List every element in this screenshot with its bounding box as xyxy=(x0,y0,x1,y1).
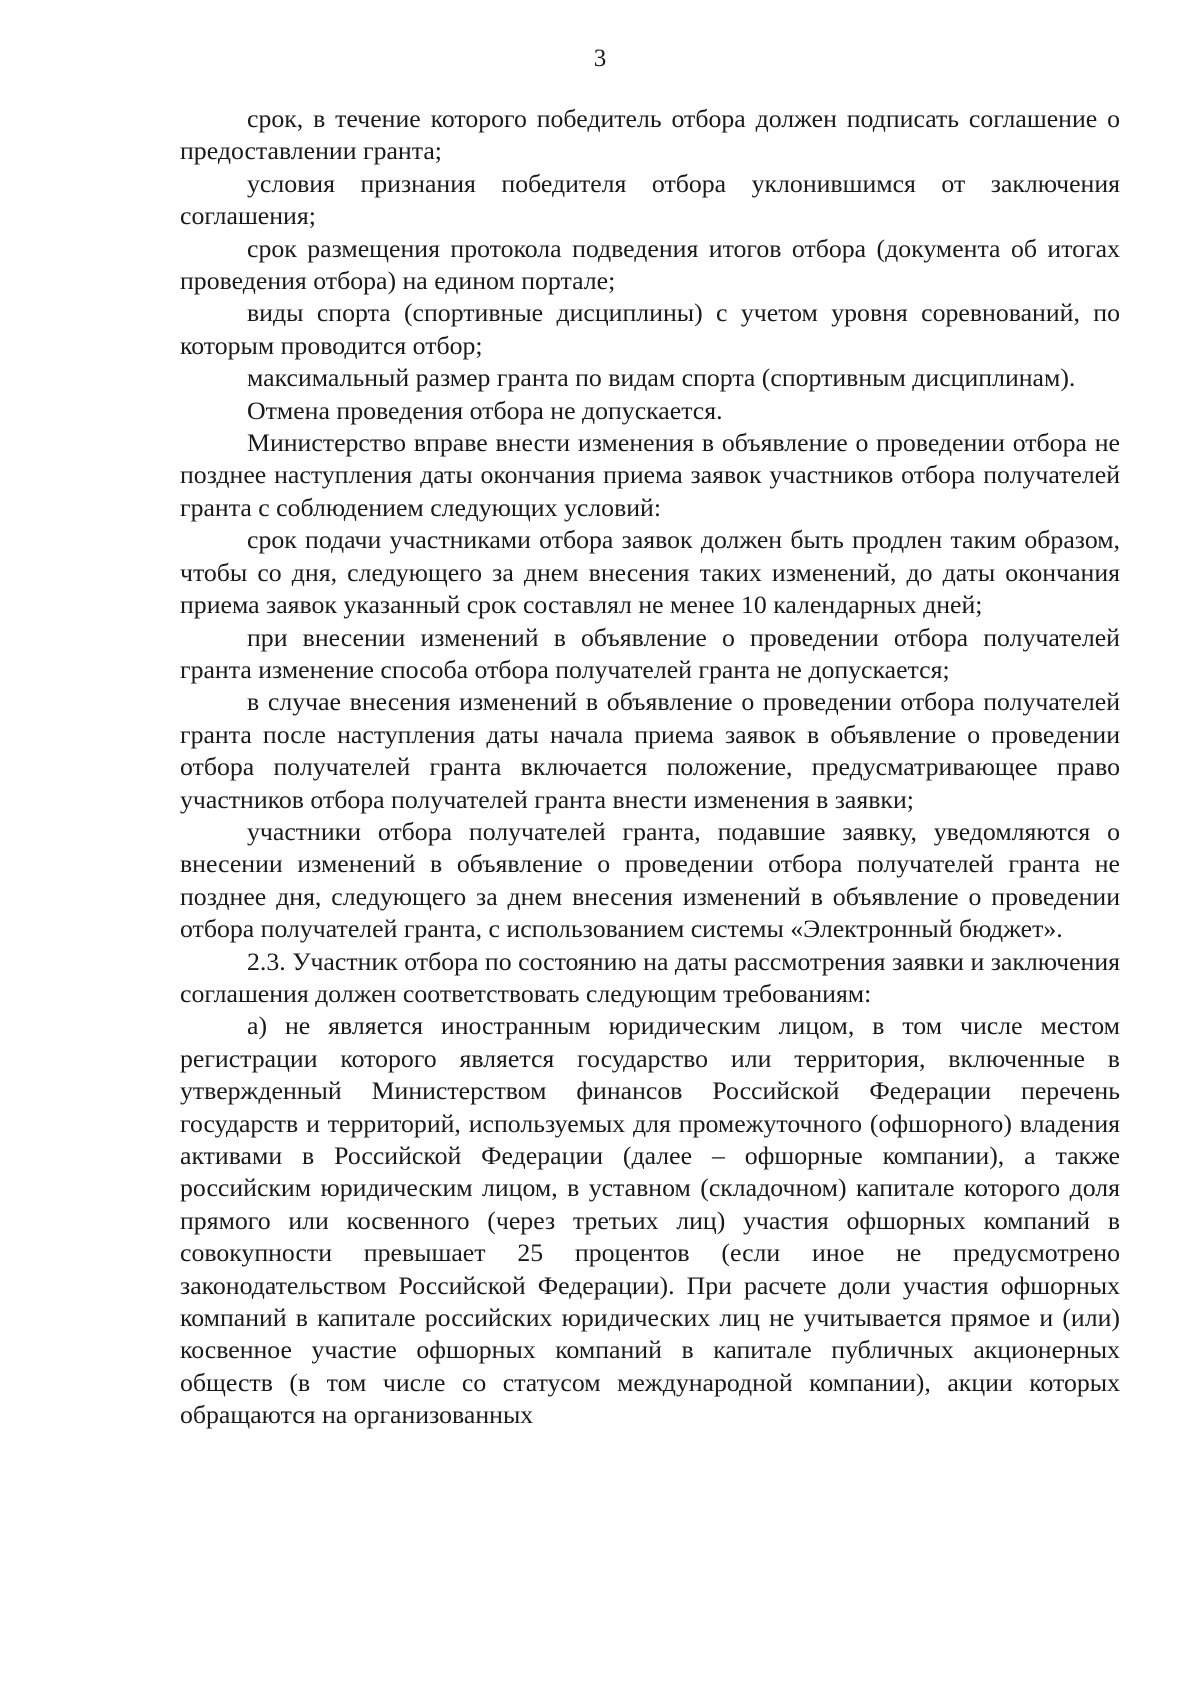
paragraph-application-changes: в случае внесения изменений в объявление о проведении отбора получателей гранта после наступления даты начала приема заявок в объявление о проведении отбора получателей гранта включается положение, предусматривающее право участников отбора получателей гранта внести изменения в заявки; xyxy=(180,687,1120,814)
paragraph-requirement-a: а) не является иностранным юридическим лицом, в том числе местом регистрации которого является государство или территория, включенные в утвержденный Министерством финансов Российской Федерации перечень государств и территорий, используемых для промежуточного (офшорного) владения активами в Российской Федерации (далее – офшорные компании), а также российским юридическим лицом, в уставном (складочном) капитале которого доля прямого или косвенного (через третьих лиц) участия офшорных компаний в совокупности превышает 25 процентов (если иное не предусмотрено законодательством Российской Федерации). При расчете доли участия офшорных компаний в капитале российских юридических лиц не учитывается прямое и (или) косвенное участие офшорных компаний в капитале публичных акционерных обществ (в том числе со статусом международной компании), акции которых обращаются на организованных xyxy=(180,1011,1120,1430)
paragraph-signing-deadline: срок, в течение которого победитель отбора должен подписать соглашение о предоставлении гранта; xyxy=(180,104,1120,166)
document-body xyxy=(180,103,1120,1432)
paragraph-section-2-3: 2.3. Участник отбора по состоянию на даты рассмотрения заявки и заключения соглашения должен соответствовать следующим требованиям: xyxy=(180,946,1120,1008)
paragraph-protocol-deadline: срок размещения протокола подведения итогов отбора (документа об итогах проведения отбора) на едином портале; xyxy=(180,233,1120,296)
paragraph-max-grant: максимальный размер гранта по видам спорта (спортивным дисциплинам). xyxy=(247,363,1076,393)
paragraph-evasion-conditions: условия признания победителя отбора уклонившимся от заключения соглашения; xyxy=(180,168,1120,231)
paragraph-sport-types: виды спорта (спортивные дисциплины) с учетом уровня соревнований, по которым проводится отбор; xyxy=(180,298,1120,360)
paragraph-method-unchanged: при внесении изменений в объявление о проведении отбора получателей гранта изменение способа отбора получателей гранта не допускается; xyxy=(180,622,1120,684)
paragraph-ministry-changes: Министерство вправе внести изменения в объявление о проведении отбора не позднее наступления даты окончания приема заявок участников отбора получателей гранта с соблюдением следующих условий: xyxy=(180,428,1120,522)
paragraph-no-cancellation: Отмена проведения отбора не допускается. xyxy=(247,395,723,425)
paragraph-deadline-extension: срок подачи участниками отбора заявок должен быть продлен таким образом, чтобы со дня, следующего за днем внесения таких изменений, до даты окончания приема заявок указанный срок составлял не менее 10 календарных дней; xyxy=(180,525,1120,620)
paragraph-notification: участники отбора получателей гранта, подавшие заявку, уведомляются о внесении изменений в объявление о проведении отбора получателей гранта не позднее дня, следующего за днем внесения изменений в объявление о проведении отбора получателей гранта, с использованием системы «Электронный бюджет». xyxy=(180,816,1120,944)
page-number: 3 xyxy=(593,45,607,72)
